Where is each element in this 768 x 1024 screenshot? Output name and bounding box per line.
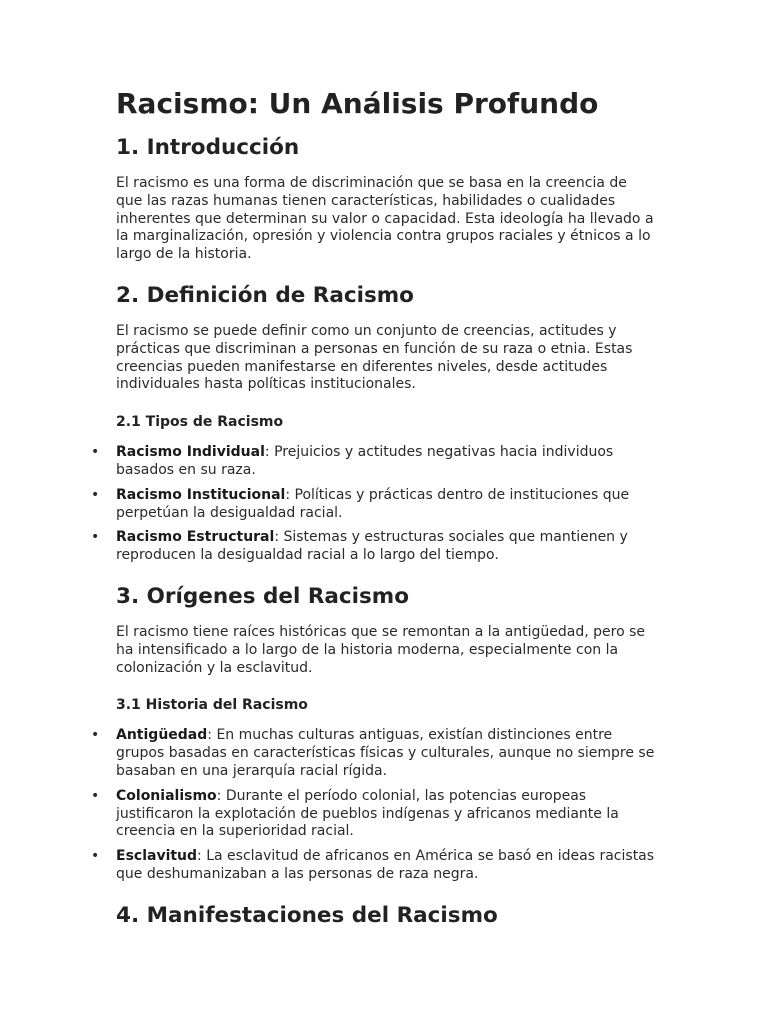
- section-heading-introduccion: 1. Introducción: [116, 135, 300, 160]
- list-item-term: Racismo Institucional: [116, 486, 286, 503]
- list-item-text: : Durante el período colonial, las potencias europeas justificaron la explotación de pueblos indígenas y africanos mediante la creencia en la superioridad racial.: [116, 787, 619, 840]
- list-item: [91, 787, 656, 841]
- paragraph-origenes: El racismo tiene raíces históricas que se remontan a la antigüedad, pero se ha intensificado a lo largo de la historia moderna, especialmente con la colonización y la esclavitud.: [116, 623, 646, 676]
- list-item-term: Colonialismo: [116, 787, 217, 804]
- bullet-icon: •: [91, 486, 100, 503]
- list-item-text: : Políticas y prácticas dentro de instituciones que perpetúan la desigualdad racial.: [116, 486, 630, 521]
- list-item: [91, 848, 656, 884]
- document-title: Racismo: Un Análisis Profundo: [116, 87, 599, 120]
- list-tipos-de-racismo: [91, 444, 656, 565]
- section-heading-origenes: 3. Orígenes del Racismo: [116, 583, 409, 609]
- section-heading-definicion: 2. Definición de Racismo: [116, 282, 414, 308]
- subheading-tipos-de-racismo: 2.1 Tipos de Racismo: [116, 414, 284, 431]
- list-item: [91, 727, 656, 780]
- bullet-icon: •: [91, 727, 100, 744]
- list-item-text: : La esclavitud de africanos en América se basó en ideas racistas que deshumanizaban a las personas de raza negra.: [116, 848, 655, 882]
- bullet-icon: •: [91, 848, 100, 865]
- document-page: [91, 86, 656, 943]
- list-item-text: : En muchas culturas antiguas, existían distinciones entre grupos basadas en características físicas y culturales, aunque no siempre se basaban en una jerarquía racial rígida.: [116, 727, 655, 779]
- subheading-historia-del-racismo: 3.1 Historia del Racismo: [116, 697, 308, 714]
- list-item: [91, 444, 656, 480]
- list-item: [91, 529, 656, 565]
- list-item-term: Antigüedad: [116, 727, 208, 744]
- bullet-icon: •: [91, 529, 100, 546]
- section-heading-manifestaciones: 4. Manifestaciones del Racismo: [116, 902, 498, 928]
- list-item: [91, 486, 656, 523]
- paragraph-introduccion: El racismo es una forma de discriminación que se basa en la creencia de que las razas humanas tienen características, habilidades o cualidades inherentes que determinan su valor o capacidad. Esta ideología ha llevado a la marginalización, opresión y violencia contra grupos raciales y étnicos a lo largo de la historia.: [116, 175, 654, 263]
- paragraph-definicion: El racismo se puede definir como un conjunto de creencias, actitudes y prácticas que discriminan a personas en función de su raza o etnia. Estas creencias pueden manifestarse en diferentes niveles, desde actitudes individuales hasta políticas institucionales.: [116, 322, 633, 393]
- bullet-icon: •: [91, 444, 100, 461]
- list-item-text: : Prejuicios y actitudes negativas hacia individuos basados en su raza.: [116, 444, 614, 478]
- bullet-icon: •: [91, 787, 100, 804]
- list-item-term: Racismo Estructural: [116, 529, 275, 546]
- list-item-term: Esclavitud: [116, 848, 198, 865]
- list-historia-del-racismo: [91, 727, 656, 883]
- list-item-term: Racismo Individual: [116, 444, 265, 461]
- list-item-text: : Sistemas y estructuras sociales que mantienen y reproducen la desigualdad racial a lo largo del tiempo.: [116, 529, 628, 564]
